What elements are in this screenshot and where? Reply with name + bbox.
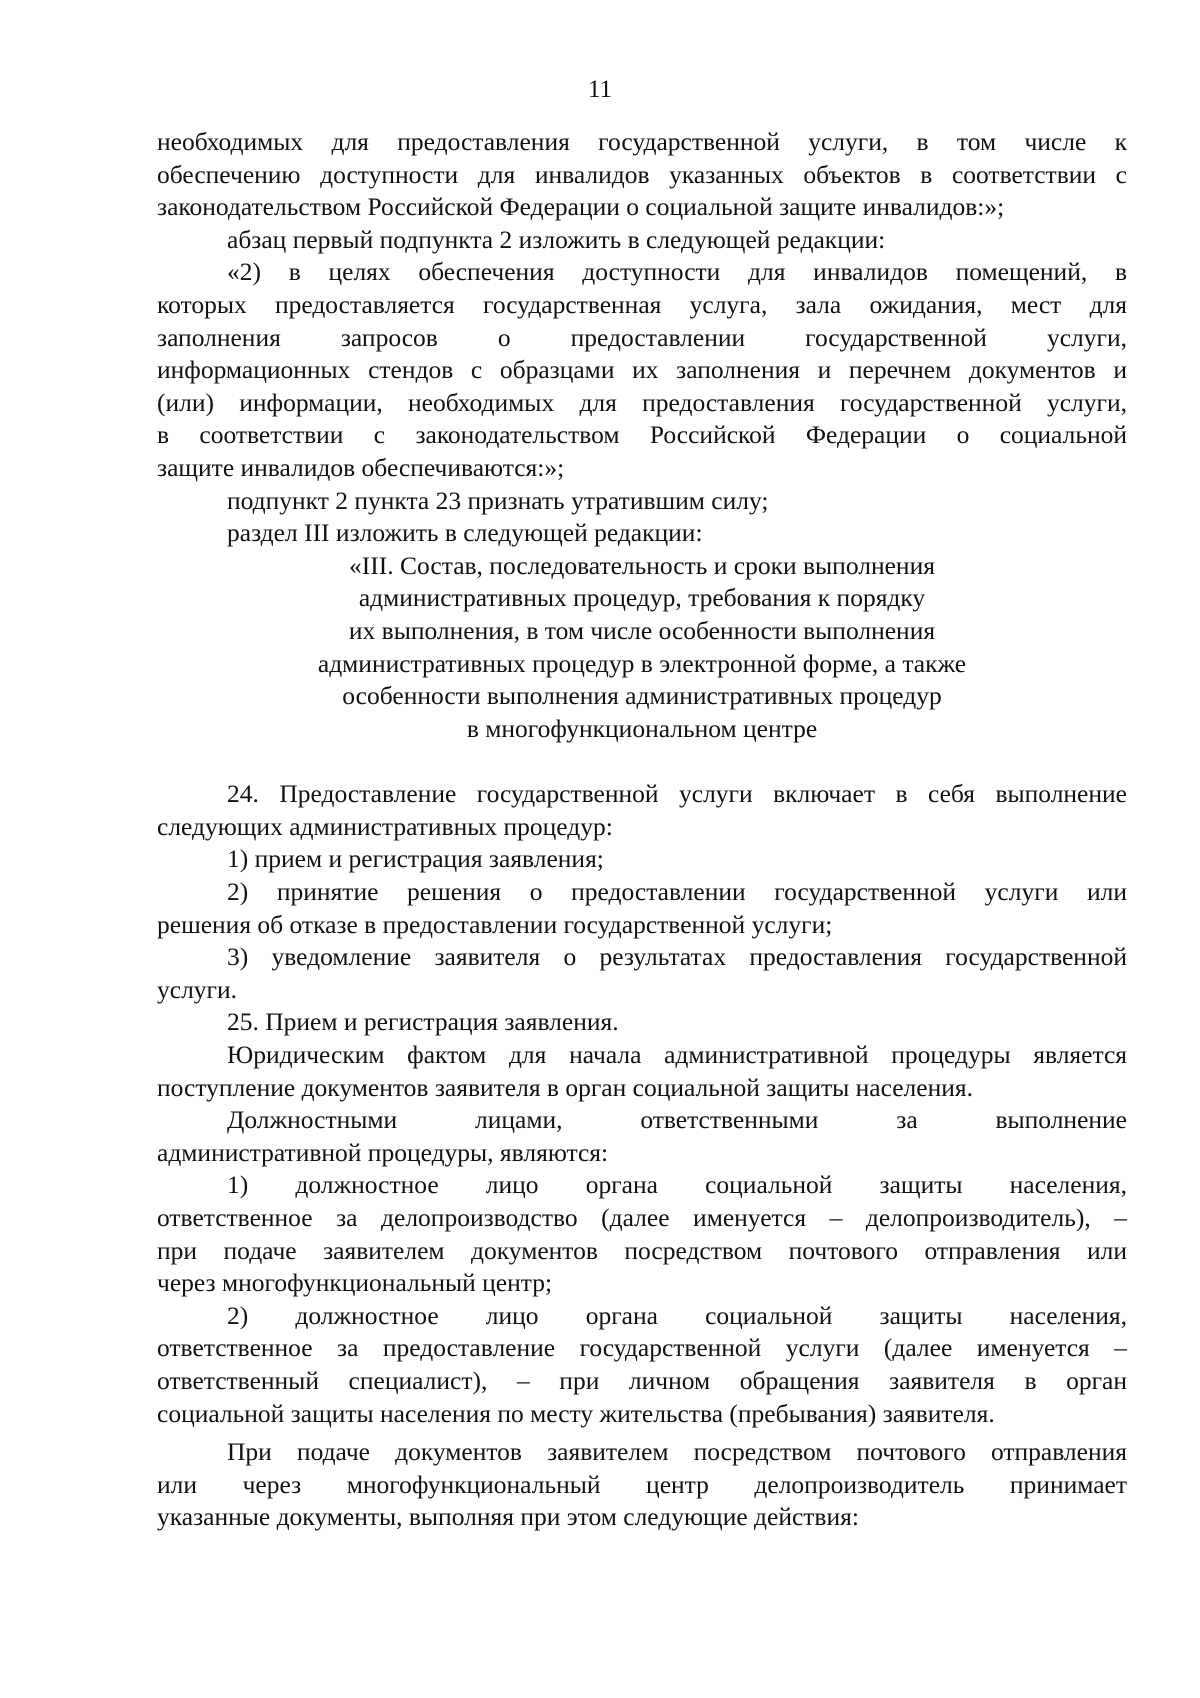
- text-line: поступление документов заявителя в орган социальной защиты населения.: [157, 1072, 973, 1102]
- text-line: 3) уведомление заявителя о результатах предоставления государственной: [227, 942, 1127, 972]
- text-line: При подаче документов заявителем посредством почтового отправления: [227, 1437, 1127, 1467]
- text-line: законодательством Российской Федерации о социальной защите инвалидов:»;: [157, 192, 1005, 222]
- text-line: обеспечению доступности для инвалидов указанных объектов в соответствии с: [157, 159, 1127, 189]
- text-line: ответственное за предоставление государственной услуги (далее именуется –: [157, 1333, 1127, 1363]
- text-line: при подаче заявителем документов посредством почтового отправления или: [157, 1235, 1127, 1265]
- list-item-24-1: 1) прием и регистрация заявления;: [227, 844, 604, 874]
- page-number: 11: [587, 76, 613, 103]
- heading-line: особенности выполнения административных процедур: [342, 681, 942, 711]
- text-line: которых предоставляется государственная услуга, зала ожидания, мест для: [157, 289, 1127, 319]
- paragraph-abzac: абзац первый подпункта 2 изложить в следующей редакции:: [227, 224, 886, 254]
- text-line: 2) должностное лицо органа социальной защиты населения,: [227, 1300, 1127, 1330]
- paragraph-24: [157, 778, 1127, 843]
- text-line: (или) информации, необходимых для предоставления государственной услуги,: [157, 387, 1127, 417]
- text-line: через многофункциональный центр;: [157, 1268, 553, 1298]
- heading-line: их выполнения, в том числе особенности выполнения: [348, 615, 936, 645]
- text-line: Должностными лицами, ответственными за выполнение: [227, 1105, 1127, 1135]
- text-line: услуги.: [157, 974, 238, 1004]
- list-item-24-2: [157, 876, 1127, 941]
- list-item-official-1: [157, 1169, 1127, 1299]
- list-item-24-3: [157, 941, 1127, 1006]
- document-body: [157, 126, 1127, 1534]
- text-line: информационных стендов с образцами их заполнения и перечнем документов и: [157, 355, 1127, 385]
- text-line: социальной защиты населения по месту жительства (пребывания) заявителя.: [157, 1398, 995, 1428]
- text-line: ответственное за делопроизводство (далее именуется – делопроизводитель), –: [157, 1203, 1127, 1232]
- text-line: административной процедуры, являются:: [157, 1137, 609, 1167]
- text-line: заполнения запросов о предоставлении государственной услуги,: [157, 322, 1127, 352]
- text-line: или через многофункциональный центр делопроизводитель принимает: [157, 1469, 1127, 1499]
- text-line: 2) принятие решения о предоставлении государственной услуги или: [227, 877, 1127, 907]
- text-line: 1) должностное лицо органа социальной защиты населения,: [227, 1170, 1127, 1200]
- text-line: решения об отказе в предоставлении государственной услуги;: [157, 909, 833, 939]
- paragraph-postal-submission: [157, 1436, 1127, 1534]
- paragraph-intro-continuation: [157, 126, 1127, 224]
- paragraph-25: 25. Прием и регистрация заявления.: [227, 1007, 619, 1037]
- text-line: защите инвалидов обеспечиваются:»;: [157, 452, 565, 482]
- paragraph-legal-fact: [157, 1039, 1127, 1104]
- heading-line: административных процедур, требования к порядку: [358, 583, 926, 613]
- text-line: ответственный специалист), – при личном обращения заявителя в орган: [157, 1365, 1127, 1395]
- paragraph-quote-2: [157, 256, 1127, 484]
- text-line: 24. Предоставление государственной услуги включает в себя выполнение: [227, 779, 1127, 809]
- paragraph-subpoint-2: подпункт 2 пункта 23 признать утратившим силу;: [227, 485, 769, 515]
- text-line: следующих административных процедур:: [157, 811, 613, 841]
- heading-line: административных процедур в электронной форме, а также: [317, 648, 967, 678]
- text-line: «2) в целях обеспечения доступности для инвалидов помещений, в: [227, 257, 1127, 287]
- paragraph-officials: [157, 1104, 1127, 1169]
- list-item-official-2: [157, 1300, 1127, 1430]
- text-line: в соответствии с законодательством Российской Федерации о социальной: [157, 420, 1127, 450]
- text-line: указанные документы, выполняя при этом следующие действия:: [157, 1502, 859, 1532]
- section-heading: [252, 550, 1032, 779]
- text-line: необходимых для предоставления государственной услуги, в том числе к: [157, 127, 1127, 156]
- heading-line: в многофункциональном центре: [466, 713, 818, 743]
- heading-line: «III. Состав, последовательность и сроки выполнения: [349, 550, 935, 580]
- paragraph-razdel: раздел III изложить в следующей редакции:: [227, 518, 703, 548]
- text-line: Юридическим фактом для начала административной процедуры является: [227, 1040, 1127, 1070]
